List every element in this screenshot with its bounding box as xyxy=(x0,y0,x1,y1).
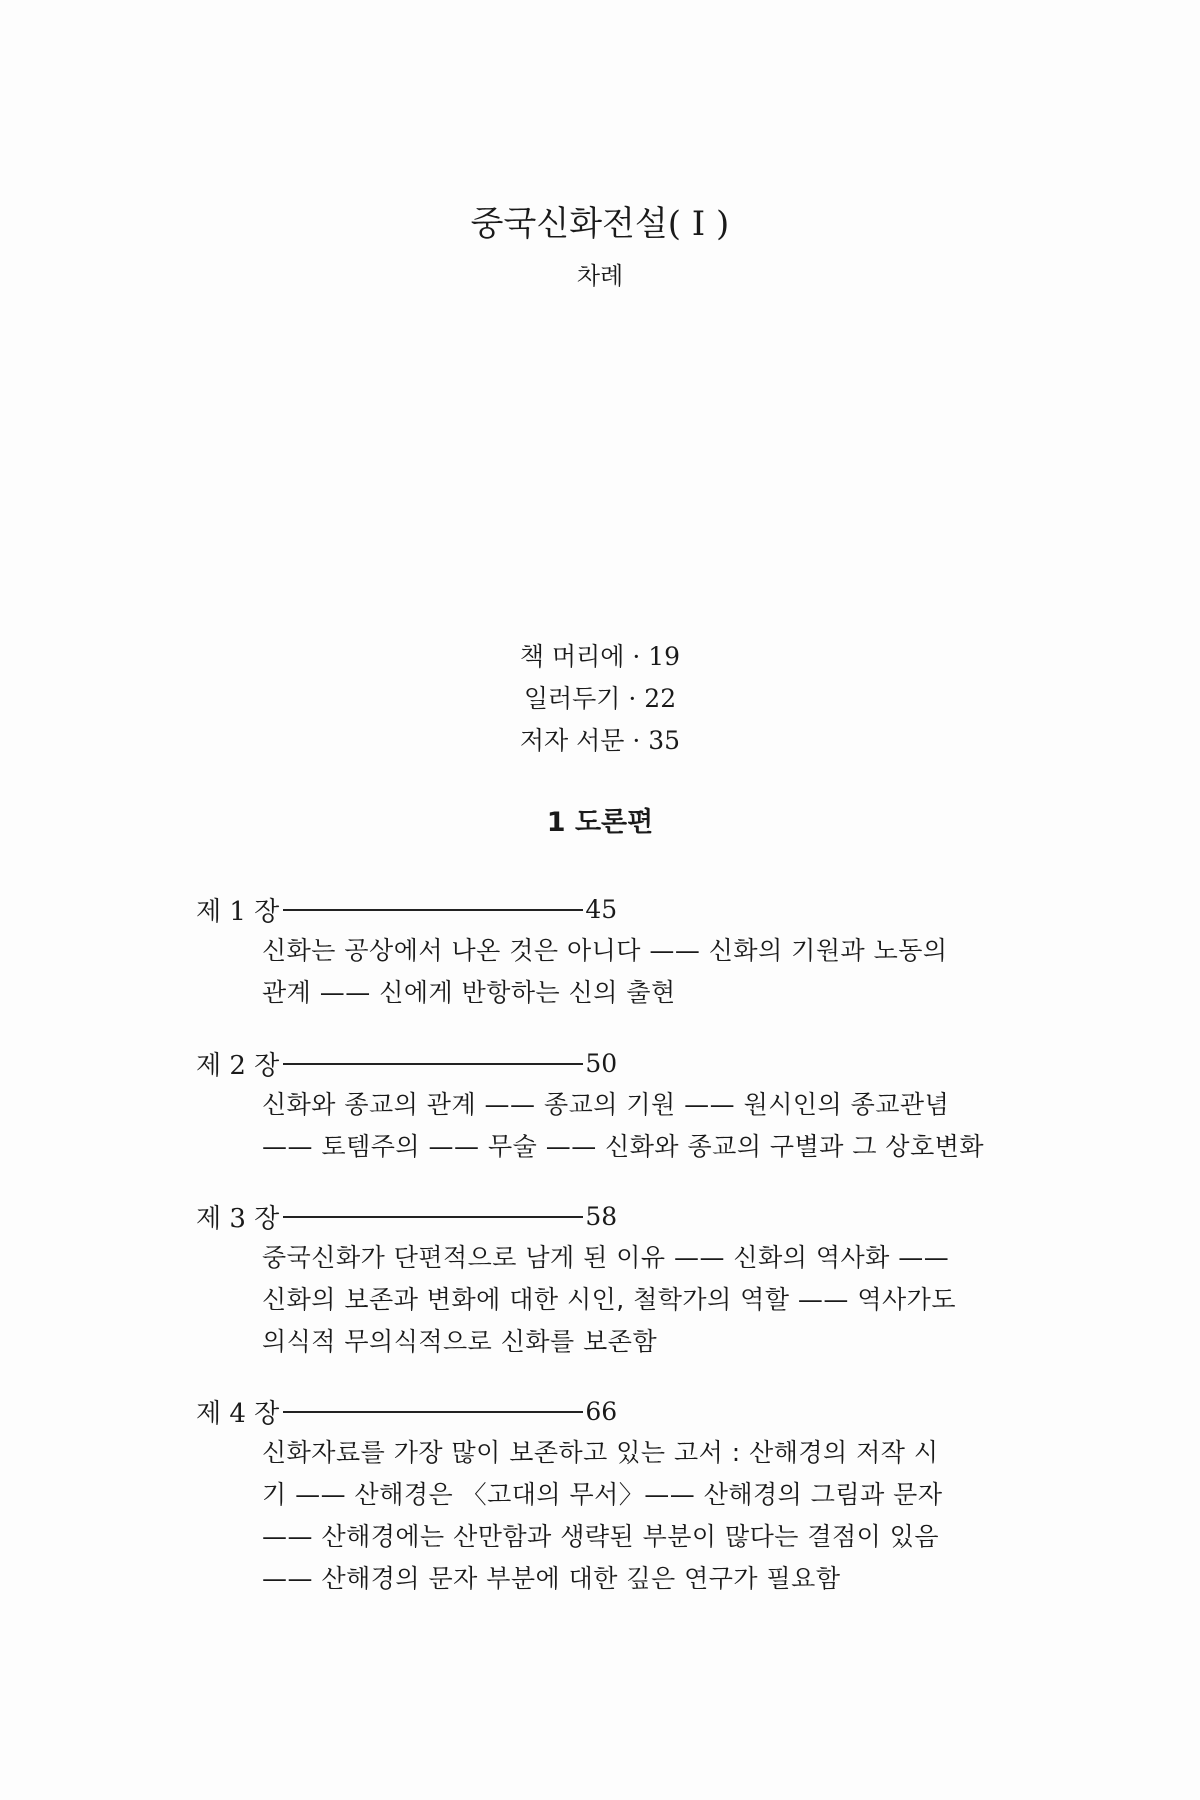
chapter-label: 제 1 장 xyxy=(196,896,280,927)
summary-line: 신화와 종교의 관계 —— 종교의 기원 —— 원시인의 종교관념 xyxy=(262,1090,950,1119)
summary-line: —— 산해경에는 산만함과 생략된 부분이 많다는 결점이 있음 xyxy=(262,1522,940,1551)
leader-line xyxy=(283,1063,583,1065)
chapter-page-number: 58 xyxy=(585,1201,618,1231)
chapter-label: 제 4 장 xyxy=(196,1398,280,1429)
summary-line: 기 —— 산해경은 〈고대의 무서〉—— 산해경의 그림과 문자 xyxy=(262,1480,943,1509)
summary-line: 신화자료를 가장 많이 보존하고 있는 고서 : 산해경의 저작 시 xyxy=(262,1438,939,1467)
part-heading: 1 도론편 xyxy=(546,807,654,838)
front-matter-item[interactable]: 저자 서문 · 35 xyxy=(519,726,681,755)
chapter-summary-2 xyxy=(262,1084,985,1168)
summary-line: —— 토템주의 —— 무술 —— 신화와 종교의 구별과 그 상호변화 xyxy=(262,1132,985,1161)
chapter-label: 제 3 장 xyxy=(196,1203,280,1234)
book-title: 중국신화전설( I ) xyxy=(470,204,730,244)
leader-line xyxy=(283,1411,583,1413)
chapter-page-number: 66 xyxy=(585,1396,618,1426)
chapter-entry-4[interactable] xyxy=(196,1394,617,1428)
chapter-page-number: 50 xyxy=(585,1048,618,1078)
summary-line: 관계 —— 신에게 반항하는 신의 출현 xyxy=(262,978,676,1007)
chapter-page-number: 45 xyxy=(585,894,618,924)
summary-line: 중국신화가 단편적으로 남게 된 이유 —— 신화의 역사화 —— xyxy=(262,1243,950,1272)
summary-line: 신화는 공상에서 나온 것은 아니다 —— 신화의 기원과 노동의 xyxy=(262,936,948,965)
chapter-entry-2[interactable] xyxy=(196,1046,617,1080)
leader-line xyxy=(283,1216,583,1218)
leader-line xyxy=(283,909,583,911)
front-matter-item[interactable]: 책 머리에 · 19 xyxy=(519,642,681,671)
summary-line: 신화의 보존과 변화에 대한 시인, 철학가의 역할 —— 역사가도 xyxy=(262,1285,956,1314)
chapter-summary-4 xyxy=(262,1432,980,1600)
chapter-summary-1 xyxy=(262,930,980,1014)
summary-line: 의식적 무의식적으로 신화를 보존함 xyxy=(262,1327,658,1356)
chapter-entry-1[interactable] xyxy=(196,892,617,926)
toc-heading: 차례 xyxy=(576,262,624,290)
chapter-entry-3[interactable] xyxy=(196,1199,617,1233)
chapter-summary-3 xyxy=(262,1237,980,1363)
summary-line: —— 산해경의 문자 부분에 대한 깊은 연구가 필요함 xyxy=(262,1564,841,1593)
front-matter-item[interactable]: 일러두기 · 22 xyxy=(523,684,677,713)
chapter-label: 제 2 장 xyxy=(196,1050,280,1081)
